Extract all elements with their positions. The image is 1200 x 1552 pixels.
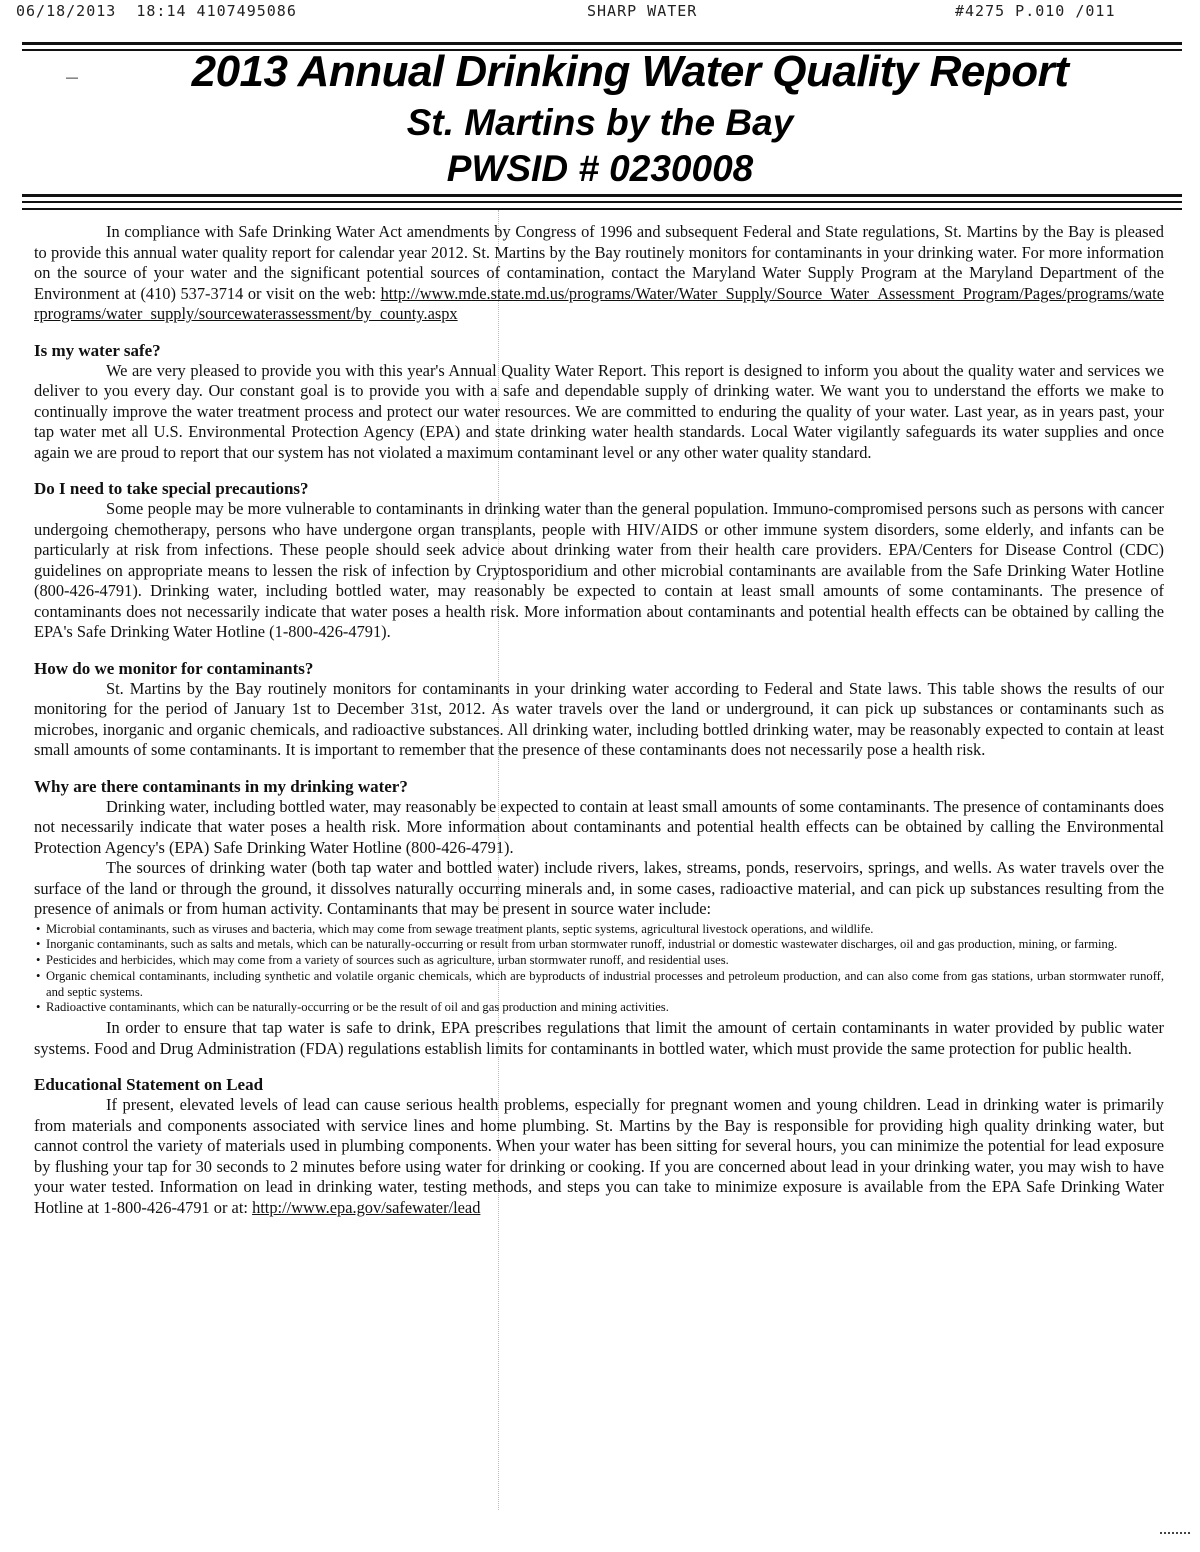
title-block [0,44,1200,192]
mde-link[interactable]: http://www.mde.state.md.us/programs/Water/Water_Supply/Source_Water_Assessment_Program/Pages/programs/waterprograms/water_supply/sourcewaterassessment/by_county.aspx [34,283,1164,323]
bottom-rule-3 [22,208,1182,210]
bottom-rule-2 [22,201,1182,203]
heading-monitor: How do we monitor for contaminants? [34,658,314,678]
intro-text: In compliance with Safe Drinking Water Act amendments by Congress of 1996 and subsequent Federal and State regulations, St. Martins by the Bay is pleased to provide this annual water quality report for calendar year 2012. St. Martins by the Bay routinely monitors for contaminants in your drinking water. For more information on the source of your water and the significant potential sources of contamination, contact the Maryland Water Supply Program at the Maryland Department of the Environment at (410) 537-3714 or visit on the web: [34,222,1164,303]
corner-mark [1160,1532,1190,1534]
lead-paragraph [34,1095,1164,1218]
fax-header-center: SHARP WATER [587,2,698,20]
why-paragraph-3: In order to ensure that tap water is safe to drink, EPA prescribes regulations that limit the amount of certain contaminants in water provided by public water systems. Food and Drug Administration (FDA) regulations establish limits for contaminants in bottled water, which must provide the same protection for public health. [34,1018,1164,1058]
heading-lead: Educational Statement on Lead [34,1075,264,1095]
heading-why: Why are there contaminants in my drinking water? [34,776,408,796]
list-item: • Organic chemical contaminants, including synthetic and volatile organic chemicals, which are byproducts of industrial processes and petroleum production, and can also come from gas stations, urban stormwater runoff, and septic systems. [34,969,1164,1001]
precautions-paragraph: Some people may be more vulnerable to contaminants in drinking water than the general population. Immuno-compromised persons such as persons with cancer undergoing chemotherapy, persons who have undergone organ transplants, people with HIV/AIDS or other immune system disorders, some elderly, and infants can be particularly at risk from infections. These people should seek advice about drinking water from their health care providers. EPA/Centers for Disease Control (CDC) guidelines on appropriate means to lessen the risk of infection by Cryptosporidium and other microbial contaminants are available from the Safe Drinking Water Hotline (800-426-4791). Drinking water, including bottled water, may reasonably be expected to contain at least small amounts of some contaminants. The presence of contaminants does not necessarily indicate that water poses a health risk. More information about contaminants and potential health effects can be obtained by calling the EPA's Safe Drinking Water Hotline (1-800-426-4791). [34,499,1164,641]
report-body [34,222,1164,1218]
epa-lead-link[interactable]: http://www.epa.gov/safewater/lead [252,1197,481,1217]
contaminant-list [34,922,1164,1017]
list-item: • Microbial contaminants, such as viruses and bacteria, which may come from sewage treatment plants, septic systems, agricultural livestock operations, and wildlife. [34,922,1164,938]
system-name: St. Martins by the Bay [406,102,794,143]
fax-header-right: #4275 P.010 /011 [955,2,1116,20]
fax-header-left: 06/18/2013 18:14 4107495086 [16,2,297,20]
lead-text: If present, elevated levels of lead can cause serious health problems, especially for pregnant women and young children. Lead in drinking water is primarily from materials and components associated with service lines and home plumbing. St. Martins by the Bay is responsible for providing high quality drinking water, but cannot control the variety of materials used in plumbing components. When your water has been sitting for several hours, you can minimize the potential for lead exposure by flushing your tap for 30 seconds to 2 minutes before using water for drinking or cooking. If you are concerned about lead in your drinking water, you may wish to have your water tested. Information on lead in drinking water, testing methods, and steps you can take to minimize exposure is available from the EPA Safe Drinking Water Hotline at 1-800-426-4791 or at: [34,1095,1164,1217]
why-paragraph-2: The sources of drinking water (both tap water and bottled water) include rivers, lakes, streams, ponds, reservoirs, springs, and wells. As water travels over the surface of the land or through the ground, it dissolves naturally occurring minerals and, in some cases, radioactive material, and can pick up substances resulting from the presence of animals or from human activity. Contaminants that may be present in source water include: [34,858,1164,918]
list-item: • Pesticides and herbicides, which may come from a variety of sources such as agriculture, urban stormwater runoff, and residential uses. [34,953,1164,969]
list-item: • Inorganic contaminants, such as salts and metals, which can be naturally-occurring or result from urban stormwater runoff, industrial or domestic wastewater discharges, oil and gas production, mining, or farming. [34,937,1164,953]
safe-paragraph: We are very pleased to provide you with this year's Annual Quality Water Report. This report is designed to inform you about the quality water and services we deliver to you every day. Our constant goal is to provide you with a safe and dependable supply of drinking water. We want you to understand the efforts we make to continually improve the water treatment process and protect our water resources. We are committed to enduring the quality of your water. Last year, as in years past, your tap water met all U.S. Environmental Protection Agency (EPA) and state drinking water health standards. Local Water vigilantly safeguards its water supplies and once again we are proud to report that our system has not violated a maximum contaminant level or any other water quality standard. [34,360,1164,462]
heading-precautions: Do I need to take special precautions? [34,479,309,498]
intro-paragraph [34,222,1164,325]
bottom-rule [22,194,1182,197]
pwsid: PWSID # 0230008 [446,148,754,189]
monitor-paragraph: St. Martins by the Bay routinely monitors for contaminants in your drinking water according to Federal and State laws. This table shows the results of our monitoring for the period of January 1st to December 31st, 2012. As water travels over the land or underground, it can pick up substances or contaminants such as microbes, inorganic and organic chemicals, and radioactive substances. All drinking water, including bottled drinking water, may be reasonably expected to contain at least small amounts of some contaminants. It is important to remember that the presence of these contaminants does not necessarily pose a health risk. [34,678,1164,759]
why-paragraph-1: Drinking water, including bottled water, may reasonably be expected to contain at least small amounts of some contaminants. The presence of contaminants does not necessarily indicate that water poses a health risk. More information about contaminants and potential health effects can be obtained by calling the Environmental Protection Agency's (EPA) Safe Drinking Water Hotline (800-426-4791). [34,796,1164,857]
fax-header [0,0,1200,22]
tick-mark: — [66,70,78,84]
list-item: • Radioactive contaminants, which can be naturally-occurring or be the result of oil and gas production and mining activities. [34,1000,1164,1016]
report-title: 2013 Annual Drinking Water Quality Report [191,47,1069,96]
heading-safe: Is my water safe? [34,340,161,360]
